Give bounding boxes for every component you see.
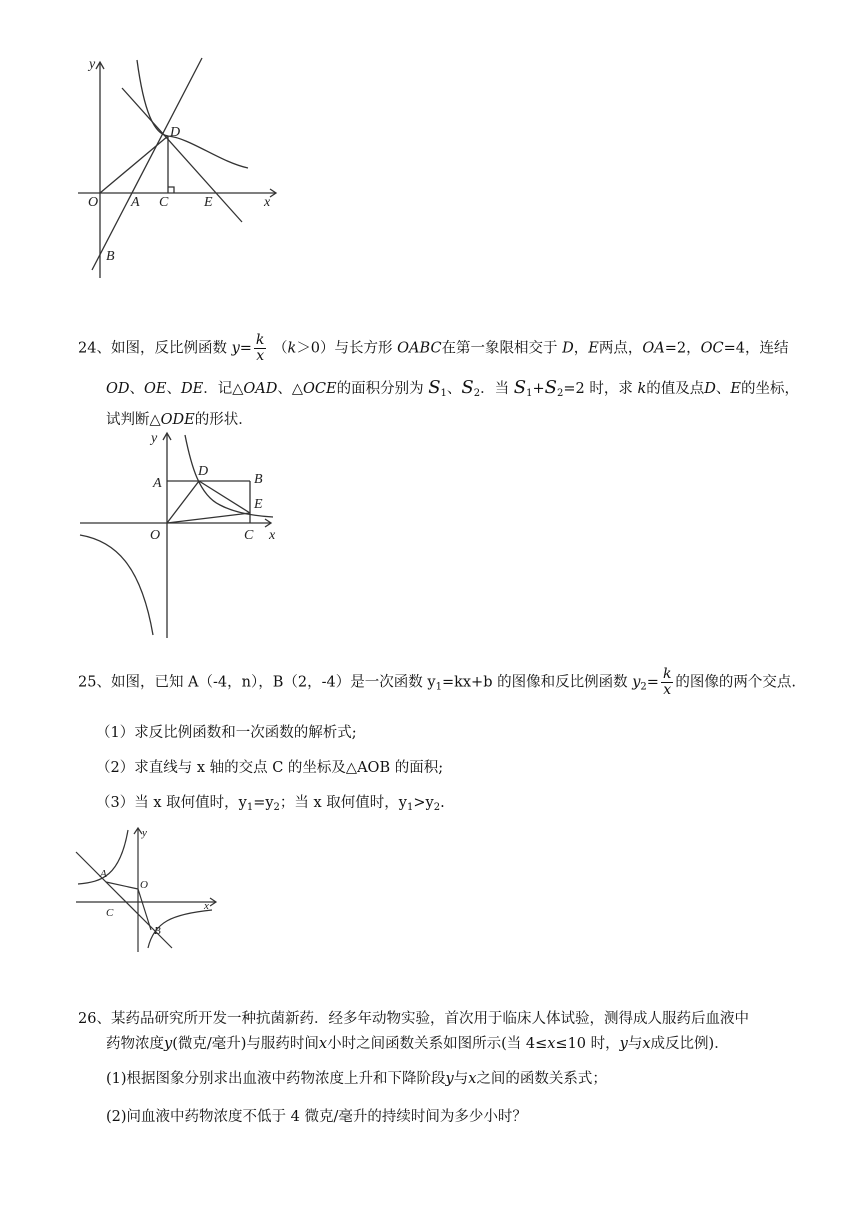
q25-part-3: （3）当 x 取何值时，$y_1=y_2$；当 x 取何值时，$y_1>y_2$.	[96, 795, 445, 813]
fig1-label-a: A	[131, 195, 140, 210]
q25-part-1: （1）求反比例函数和一次函数的解析式;	[96, 725, 357, 741]
fig3-segment-ob	[138, 889, 151, 930]
fig3-label-a: A	[100, 868, 107, 880]
fig2-segment-de	[199, 481, 250, 513]
fig1-label-o: O	[88, 195, 99, 210]
fig3-label-b: B	[154, 925, 161, 937]
fig1-line-bd	[92, 58, 202, 270]
figure-1-graph	[70, 50, 290, 280]
fig2-label-a: A	[153, 476, 162, 491]
fig2-label-x: x	[269, 528, 276, 543]
q24-line-3: 试判断△ODE的形状．	[106, 412, 253, 428]
q24-line-1: 24、如图，反比例函数 y= $\frac{k}{x}$ （k＞0）与长方形 OABC在第一象限相交于 D，E两点，OA=2，OC=4，连结	[78, 332, 789, 364]
fig3-label-o: O	[140, 879, 148, 891]
q24-fraction: $\frac{k}{x}$	[255, 332, 265, 364]
q26-line-2: 药物浓度y(微克/毫升)与服药时间x小时之间函数关系如图所示(当 4≤x≤10 时，y与x成反比例)．	[106, 1036, 729, 1052]
fig1-line-od	[100, 136, 168, 193]
fig2-hyperbola-q3	[80, 535, 153, 635]
fig2-label-e: E	[254, 497, 263, 512]
figure-3-graph	[72, 822, 222, 954]
fig1-right-angle	[168, 187, 174, 193]
q26-part-1: (1)根据图象分别求出血液中药物浓度上升和下降阶段y与x之间的函数关系式；	[106, 1071, 607, 1087]
fig3-label-x: x	[204, 900, 209, 912]
fig1-label-y: y	[89, 57, 96, 72]
q26-part-2: (2)问血液中药物浓度不低于 4 微克/毫升的持续时间为多少小时？	[106, 1109, 527, 1125]
fig2-label-o: O	[150, 528, 161, 543]
fig3-segment-ao	[106, 882, 138, 889]
fig1-label-x: x	[264, 195, 271, 210]
fig2-segment-od	[167, 481, 199, 523]
fig1-line-de	[122, 88, 242, 222]
fig2-segment-oe	[167, 513, 250, 523]
q25-fraction: $\frac{k}{x}$	[662, 666, 672, 698]
fig2-label-b: B	[254, 472, 263, 487]
fig1-label-d: D	[170, 125, 181, 140]
fig2-label-y: y	[151, 431, 158, 446]
q26-line-1: 26、某药品研究所开发一种抗菌新药．经多年动物实验，首次用于临床人体试验，测得成人服药后血液中	[78, 1011, 749, 1027]
q24-line-2: OD、OE、DE．记△OAD、△OCE的面积分别为 $S_1$、$S_2$．当 $S_1+S_2=2$ 时，求 k的值及点D、E的坐标，	[106, 377, 799, 399]
fig1-label-e: E	[204, 195, 213, 210]
fig1-label-b: B	[106, 249, 115, 264]
fig2-label-c: C	[244, 528, 254, 543]
q25-intro: 25、如图，已知 A（-4，n），B（2，-4）是一次函数 $y_1=kx+b$ 的图像和反比例函数 $y_2=$ $\frac{k}{x}$ 的图像的两个交点.	[78, 666, 797, 698]
fig2-label-d: D	[198, 464, 209, 479]
fig3-label-y: y	[142, 827, 147, 839]
fig1-label-c: C	[159, 195, 169, 210]
fig3-label-c: C	[106, 907, 114, 919]
figure-2-graph	[75, 425, 295, 640]
q25-part-2: （2）求直线与 x 轴的交点 C 的坐标及△AOB 的面积;	[96, 760, 444, 776]
